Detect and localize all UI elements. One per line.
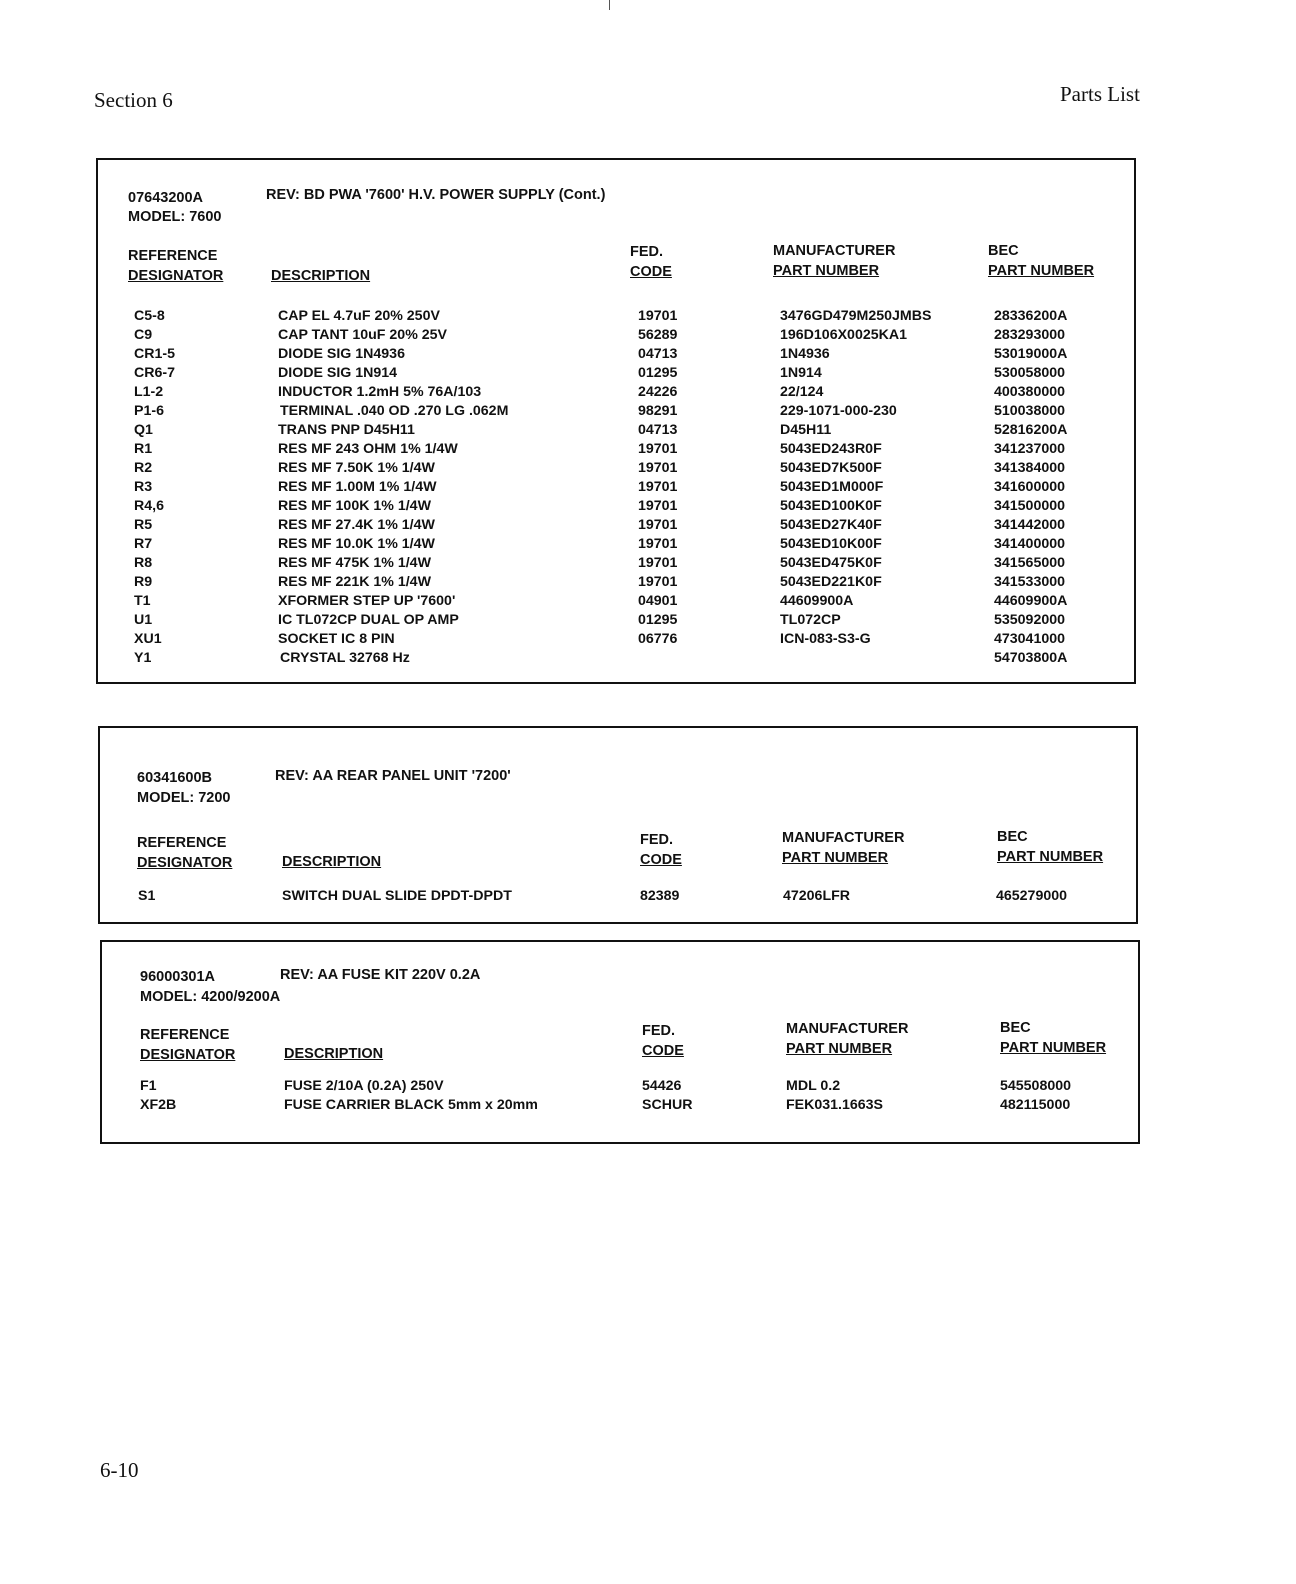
table-row: U1 IC TL072CP DUAL OP AMP 01295 TL072CP 535092000 (134, 612, 1066, 628)
column-header-description: DESCRIPTION (271, 268, 371, 284)
assembly-box (96, 158, 1136, 684)
column-header-reference: REFERENCE DESIGNATOR (128, 248, 224, 284)
assembly-revision: REV: AA REAR PANEL UNIT '7200' (275, 768, 511, 784)
assembly-box (100, 940, 1140, 1144)
assembly-model: MODEL: 4200/9200A (140, 989, 281, 1005)
table-row: C5-8 CAP EL 4.7uF 20% 250V 19701 3476GD479M250JMBS 28336200A (134, 308, 1068, 324)
column-header-bec-part-number: BEC PART NUMBER (988, 243, 1095, 279)
table-row: R3 RES MF 1.00M 1% 1/4W 19701 5043ED1M000F 341600000 (134, 479, 1066, 495)
column-header-description: DESCRIPTION (284, 1046, 384, 1062)
table-row: Y1 CRYSTAL 32768 Hz 54703800A (134, 650, 1068, 666)
assembly-model: MODEL: 7600 (128, 209, 222, 225)
assembly-part-number: 07643200A (128, 190, 203, 206)
table-row: F1 FUSE 2/10A (0.2A) 250V 54426 MDL 0.2 545508000 (140, 1078, 1072, 1094)
table-row: R1 RES MF 243 OHM 1% 1/4W 19701 5043ED243R0F 341237000 (134, 441, 1066, 457)
table-row: Q1 TRANS PNP D45H11 04713 D45H11 52816200A (134, 422, 1068, 438)
page-number: 6-10 (100, 1458, 139, 1482)
column-header-reference: REFERENCE DESIGNATOR (140, 1027, 236, 1063)
column-header-manufacturer-part-number: MANUFACTURER PART NUMBER (782, 830, 905, 866)
assembly-box (98, 726, 1138, 924)
column-header-bec-part-number: BEC PART NUMBER (997, 829, 1104, 865)
assembly-revision: REV: AA FUSE KIT 220V 0.2A (280, 967, 481, 983)
table-row: R9 RES MF 221K 1% 1/4W 19701 5043ED221K0F 341533000 (134, 574, 1066, 590)
section-label: Section 6 (94, 88, 173, 112)
table-row: R7 RES MF 10.0K 1% 1/4W 19701 5043ED10K00F 341400000 (134, 536, 1066, 552)
column-header-fed-code: FED. CODE (630, 244, 672, 280)
table-row: CR6-7 DIODE SIG 1N914 01295 1N914 530058000 (134, 365, 1066, 381)
parts-table (100, 888, 1136, 907)
assembly-model: MODEL: 7200 (137, 790, 231, 806)
column-header-bec-part-number: BEC PART NUMBER (1000, 1020, 1107, 1056)
assembly-revision: REV: BD PWA '7600' H.V. POWER SUPPLY (Cont.) (266, 187, 606, 203)
table-row: XF2B FUSE CARRIER BLACK 5mm x 20mm SCHUR FEK031.1663S 482115000 (140, 1097, 1071, 1113)
table-row: R4,6 RES MF 100K 1% 1/4W 19701 5043ED100K0F 341500000 (134, 498, 1066, 514)
page-title: Parts List (1060, 82, 1140, 106)
assembly-part-number: 96000301A (140, 969, 215, 985)
parts-table (102, 1078, 1138, 1116)
column-header-manufacturer-part-number: MANUFACTURER PART NUMBER (773, 243, 896, 279)
column-header-description: DESCRIPTION (282, 854, 382, 870)
table-row: XU1 SOCKET IC 8 PIN 06776 ICN-083-S3-G 473041000 (134, 631, 1066, 647)
column-header-manufacturer-part-number: MANUFACTURER PART NUMBER (786, 1021, 909, 1057)
assembly-part-number: 60341600B (137, 770, 212, 786)
table-row: R8 RES MF 475K 1% 1/4W 19701 5043ED475K0F 341565000 (134, 555, 1066, 571)
table-row: S1 SWITCH DUAL SLIDE DPDT-DPDT 82389 47206LFR 465279000 (138, 888, 1068, 904)
table-row: P1-6 TERMINAL .040 OD .270 LG .062M 98291 229-1071-000-230 510038000 (134, 403, 1066, 419)
table-row: CR1-5 DIODE SIG 1N4936 04713 1N4936 53019000A (134, 346, 1068, 362)
column-header-reference: REFERENCE DESIGNATOR (137, 835, 233, 871)
table-row: C9 CAP TANT 10uF 20% 25V 56289 196D106X0025KA1 283293000 (134, 327, 1066, 343)
parts-table (98, 308, 1134, 669)
table-row: L1-2 INDUCTOR 1.2mH 5% 76A/103 24226 22/124 400380000 (134, 384, 1066, 400)
column-header-fed-code: FED. CODE (640, 832, 682, 868)
scan-mark (609, 0, 610, 10)
table-row: R2 RES MF 7.50K 1% 1/4W 19701 5043ED7K500F 341384000 (134, 460, 1066, 476)
table-row: T1 XFORMER STEP UP '7600' 04901 44609900A 44609900A (134, 593, 1068, 609)
column-header-fed-code: FED. CODE (642, 1023, 684, 1059)
table-row: R5 RES MF 27.4K 1% 1/4W 19701 5043ED27K40F 341442000 (134, 517, 1066, 533)
